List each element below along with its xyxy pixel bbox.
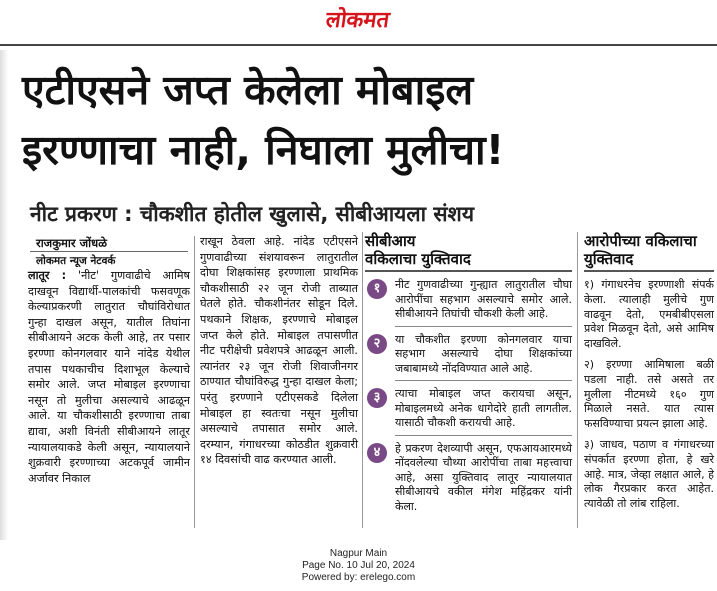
number-badge: २ [367, 334, 387, 354]
cbi-box-title-line-1: सीबीआय [365, 232, 416, 250]
number-badge: १ [367, 279, 387, 299]
column-divider [362, 232, 363, 528]
item-divider [395, 380, 572, 381]
defense-box-title [584, 232, 714, 268]
article-column-1 [28, 268, 190, 486]
cbi-argument-box [365, 232, 572, 528]
news-network: लोकमत न्यूज नेटवर्क [36, 255, 116, 267]
column-divider [577, 232, 578, 528]
column-divider [194, 236, 195, 528]
cbi-argument-text: नीट गुणवाढीच्या गुन्ह्यात लातुरातील चौघा आरोपींचा सहभाग असल्याचे समोर आले. सीबीआयने तिघांची चौकशी केली आहे. [395, 278, 572, 320]
cbi-argument-text: या चौकशीत इरण्णा कोनगलवार याचा सहभाग असल्याचे दोघा शिक्षकांच्या जबाबामध्ये नोंदविण्यात आले आहे. [395, 332, 572, 375]
dateline: लातूर : [28, 269, 67, 282]
edition-name: Nagpur Main [329, 548, 388, 559]
defense-argument-box [584, 232, 714, 528]
newspaper-logo[interactable]: लोकमत [324, 8, 391, 33]
cbi-argument-item [365, 387, 572, 431]
defense-box-title-rule [584, 270, 714, 272]
cbi-argument-text: हे प्रकरण देशव्यापी असून, एफआयआरमध्ये नोंदवलेल्या चौथ्या आरोपींचा ताबा महत्त्वाचा आहे, असा युक्तिवाद लातूर न्यायालयात सीबीआयचे वकील मंगेश महिंद्रकर यांनी केला. [395, 441, 572, 513]
page-shadow [0, 50, 8, 540]
defense-point: १) गंगाधरनेच इरण्णाशी संपर्क केला. त्यालाही मुलीचे गुण वाढवून देतो, एमबीबीएसला प्रवेश मिळवून देतो, असे आमिष दाखविले. [584, 278, 714, 351]
powered-by[interactable]: Powered by: erelego.com [301, 572, 416, 583]
cbi-box-title [365, 232, 572, 268]
defense-box-title-line-1: आरोपीच्या वकिलाचा [584, 232, 697, 250]
headline [22, 60, 712, 180]
page-footer [0, 548, 717, 584]
defense-point: ३) जाधव, पठाण व गंगाधरच्या संपर्कात इरण्णा होता, हे खरे आहे. मात्र, जेव्हा लक्षात आले, हे लोक गैरप्रकार करत आहेत. त्यावेळी तो लांब राहिला. [584, 437, 714, 511]
page-info: Page No. 10 Jul 20, 2024 [302, 560, 415, 571]
column-2-text: राखून ठेवला आहे. नांदेड एटीएसने गुणवाढीच्या संशयावरून लातुरातील दोघा शिक्षकांसह इरण्णाला प्राथमिक चौकशीसाठी २२ जून रोजी ताब्यात घेतले होते. चौकशीनंतर सोडून दिले. पथकाने शिक्षक, इरण्णाचे मोबाइल जप्त केले होते. मोबाइल तपासणीत नीट परीक्षेची प्रवेशपत्रे आढळून आली. त्यानंतर २३ जून रोजी शिवाजीनगर ठाण्यात चौघांविरुद्ध गुन्हा दाखल केला; परंतु इरण्णाने एटीएसकडे दिलेला मोबाइल हा स्वतःचा नसून मुलीचा असल्याचे तपासात समोर आले. दरम्यान, गंगाधरच्या कोठडीत शुक्रवारी १४ दिवसांची वाढ करण्यात आली. [200, 235, 358, 467]
byline: राजकुमार जोंधळे [36, 236, 107, 250]
headline-line-2: इरण्णाचा नाही, निघाला मुलीचा! [22, 126, 505, 174]
cbi-argument-item [365, 333, 572, 377]
number-badge: ४ [367, 443, 387, 463]
cbi-argument-item [365, 278, 572, 322]
defense-box-title-line-2: युक्तिवाद [584, 250, 634, 268]
cbi-box-title-rule [365, 270, 572, 272]
column-1-text: 'नीट' गुणवाढीचे आमिष दाखवून विद्यार्थी-पालकांची फसवणूक केल्याप्रकरणी लातुरात चौघांविरोधात गुन्हा दाखल असून, यातील तिघांना सीबीआयने अटक केली आहे, तर पसार इरण्णा कोनगलवार याने नांदेड येथील तपास पथकाचीच दिशाभूल केल्याचे समोर आले. जप्त मोबाइल इरण्णाचा नसून तो मुलीचा असल्याचे आढळून आले. या चौकशीसाठी इरण्णाचा ताबा द्यावा, अशी विनंती सीबीआयने लातूर न्यायालयाकडे केली असून, न्यायालयाने शुक्रवारी इरण्णाच्या अटकपूर्व जामीन अर्जावर निकाल [28, 269, 190, 485]
number-badge: ३ [367, 388, 387, 408]
masthead [0, 0, 717, 44]
cbi-box-title-line-2: वकिलाचा युक्तिवाद [365, 250, 471, 268]
article-column-2 [200, 234, 358, 468]
defense-point: २) इरण्णा आमिषाला बळी पडला नाही. तसे असते तर मुलीला नीटमध्ये १६० गुण मिळाले नसते. यात त्यास फसविण्याचा प्रयत्न झाला आहे. [584, 357, 714, 431]
item-divider [395, 326, 572, 327]
masthead-rule [0, 44, 717, 46]
item-divider [395, 435, 572, 436]
cbi-argument-text: त्याचा मोबाइल जप्त करायचा असून, मोबाइलमध्ये अनेक धागेदोरे हाती लागतील. यासाठी चौकशी करायची आहे. [395, 387, 572, 429]
headline-line-1: एटीएसने जप्त केलेला मोबाइल [22, 66, 474, 114]
byline-divider [30, 251, 188, 252]
subheadline: नीट प्रकरण : चौकशीत होतील खुलासे, सीबीआयला संशय [30, 202, 474, 226]
cbi-argument-item [365, 442, 572, 515]
